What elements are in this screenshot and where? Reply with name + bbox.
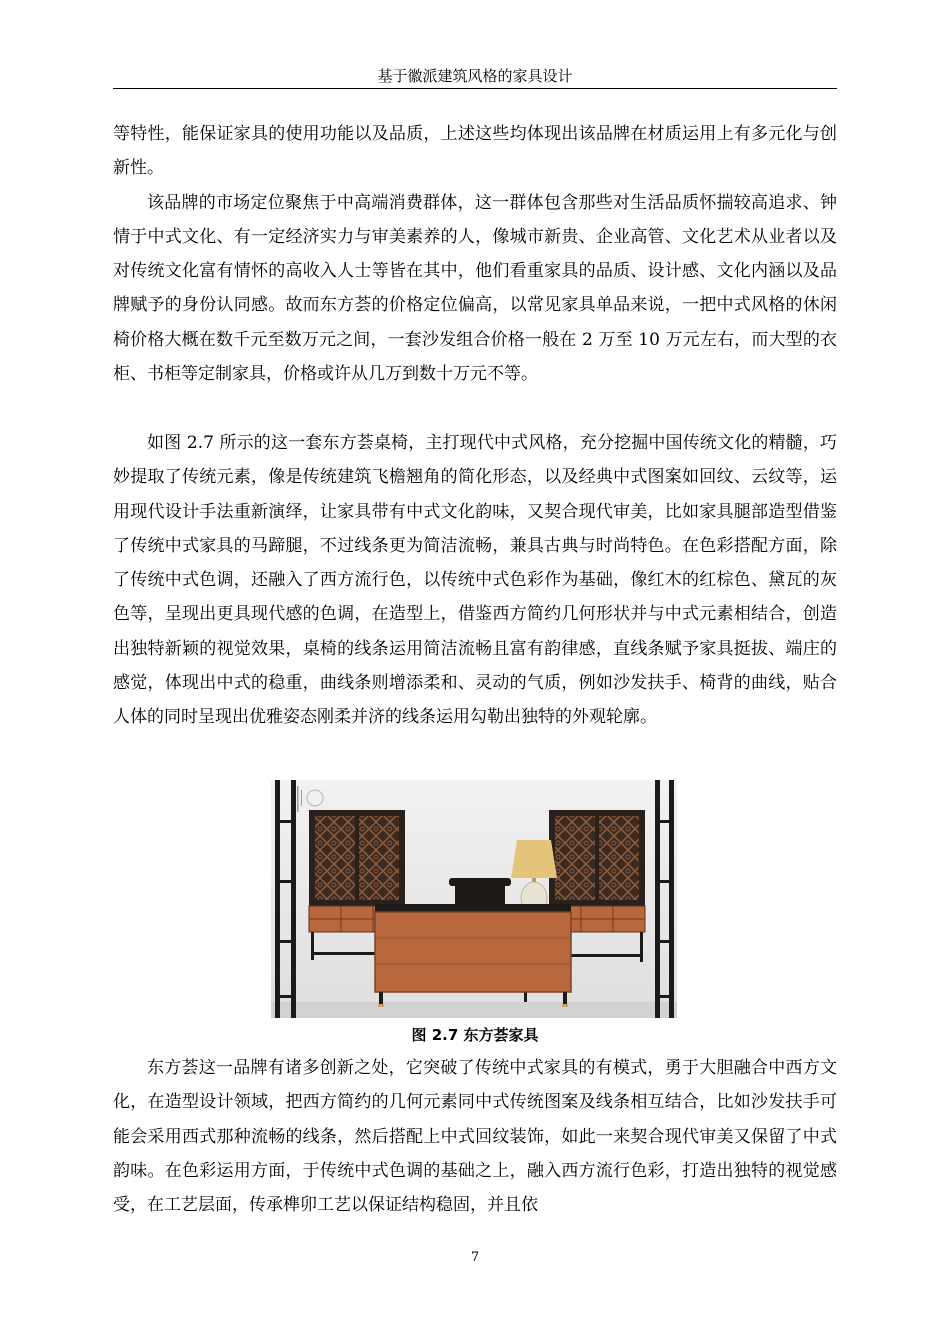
- paragraph-4: 东方荟这一品牌有诸多创新之处，它突破了传统中式家具的有模式，勇于大胆融合中西方文化，在造型设计领域，把西方简约的几何元素同中式传统图案及线条相互结合，比如沙发扶手可能会采用西式那种流畅的线条，然后搭配上中式回纹装饰，如此一来契合现代审美又保留了中式韵味。在色彩运用方面，于传统中式色调的基础之上，融入西方流行色彩，打造出独特的视觉感受，在工艺层面，传承榫卯工艺以保证结构稳固，并且依: [113, 1058, 837, 1216]
- furniture-illustration: [271, 780, 677, 1018]
- running-header: 基于徽派建筑风格的家具设计: [377, 67, 573, 85]
- paragraph-3: 如图 2.7 所示的这一套东方荟桌椅，主打现代中式风格，充分挖掘中国传统文化的精髓，巧妙提取了传统元素，像是传统建筑飞檐翘角的简化形态，以及经典中式图案如回纹、云纹等，运用现代设计手法重新演绎，让家具带有中式文化韵味，又契合现代审美，比如家具腿部造型借鉴了传统中式家具的马蹄腿，不过线条更为简洁流畅，兼具古典与时尚特色。在色彩搭配方面，除了传统中式色调，还融入了西方流行色，以传统中式色彩作为基础，像红木的红棕色、黛瓦的灰色等，呈现出更具现代感的色调，在造型上，借鉴西方简约几何形状并与中式元素相结合，创造出独特新颖的视觉效果，桌椅的线条运用简洁流畅且富有韵律感，直线条赋予家具挺拔、端庄的感觉，体现出中式的稳重，曲线条则增添柔和、灵动的气质，例如沙发扶手、椅背的曲线，贴合人体的同时呈现出优雅姿态刚柔并济的线条运用勾勒出独特的外观轮廓。: [113, 433, 837, 728]
- paragraph-1: 等特性，能保证家具的使用功能以及品质，上述这些均体现出该品牌在材质运用上有多元化与创新性。: [113, 124, 837, 179]
- desk: [375, 904, 571, 1007]
- page-number: 7: [470, 1250, 480, 1265]
- furniture-photo: [271, 780, 677, 1018]
- header-rule: [113, 88, 837, 89]
- paragraph-2: 该品牌的市场定位聚焦于中高端消费群体，这一群体包含那些对生活品质怀揣较高追求、钟情于中式文化、有一定经济实力与审美素养的人，像城市新贵、企业高管、文化艺术从业者以及对传统文化富有情怀的高收入人士等皆在其中，他们看重家具的品质、设计感、文化内涵以及品牌赋予的身份认同感。故而东方荟的价格定位偏高，以常见家具单品来说，一把中式风格的休闲椅价格大概在数千元至数万元之间，一套沙发组合价格一般在 2 万至 10 万元左右，而大型的衣柜、书柜等定制家具，价格或许从几万到数十万元不等。: [113, 192, 837, 384]
- figure-caption: 图 2.7 东方荟家具: [411, 1026, 539, 1044]
